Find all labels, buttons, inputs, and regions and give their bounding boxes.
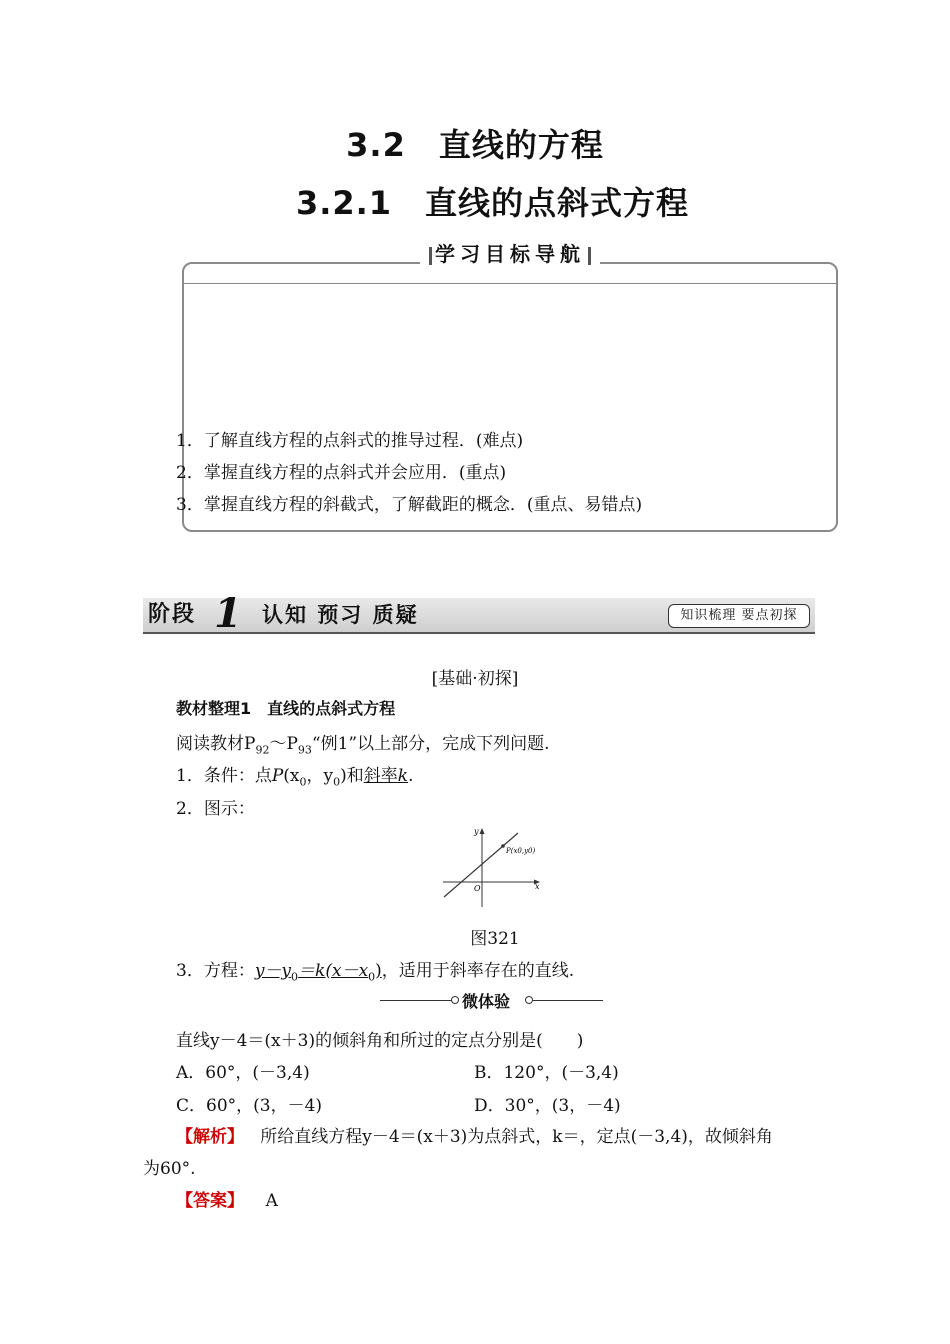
y-label: y xyxy=(474,827,479,836)
stage-number: 1 xyxy=(214,590,242,637)
eq-text-3: ＝k(x－x xyxy=(298,961,369,981)
goals-right-rule xyxy=(837,295,838,413)
goal-item-3: 3．掌握直线方程的斜截式，了解截距的概念．(重点、易错点) xyxy=(176,495,643,515)
cond-text-2: (x xyxy=(283,766,300,786)
equation-line xyxy=(176,956,574,983)
material-heading: 教材整理1 直线的点斜式方程 xyxy=(176,699,396,718)
origin-label: O xyxy=(474,884,481,893)
x-label: x xyxy=(535,882,540,891)
practice-rule-right xyxy=(533,1000,603,1001)
answer-text: A xyxy=(265,1191,278,1211)
goal-item-1: 1．了解直线方程的点斜式的推导过程．(难点) xyxy=(176,431,524,451)
option-d: D．30°，(3，－4) xyxy=(474,1096,621,1116)
practice-dot-left xyxy=(451,996,459,1004)
goals-header-bar-left xyxy=(429,247,432,265)
eq-text-2: y－y xyxy=(254,961,292,981)
figure-caption: 图321 xyxy=(470,929,520,949)
practice-question: 直线y－4＝(x＋3)的倾斜角和所过的定点分别是( ) xyxy=(176,1031,584,1051)
analysis-line xyxy=(176,1122,773,1147)
cond-underlined xyxy=(364,766,408,786)
read-sub-1: 92 xyxy=(255,743,270,757)
goals-header-text: 学习目标导航 xyxy=(435,242,585,266)
reading-instruction xyxy=(176,729,550,756)
read-text-2: ～P xyxy=(269,734,298,754)
condition-line xyxy=(176,761,413,788)
read-text-1: 阅读教材P xyxy=(176,734,256,754)
goals-header-bar-right xyxy=(588,247,591,265)
cond-k: k xyxy=(397,766,409,786)
point-p xyxy=(501,844,505,848)
cond-sub-2: 0 xyxy=(333,775,341,789)
section-title: 3.2 直线的方程 xyxy=(346,126,604,164)
cond-text-5: 斜率 xyxy=(363,766,398,786)
read-sub-2: 93 xyxy=(297,743,312,757)
cond-text-1: 1．条件：点 xyxy=(176,766,272,786)
cond-sub-1: 0 xyxy=(299,775,307,789)
eq-text-4: ) xyxy=(375,961,382,981)
cond-text-3: ，y xyxy=(306,766,334,786)
practice-header: 微体验 xyxy=(462,992,511,1011)
figure-label: 2．图示： xyxy=(176,799,255,819)
eq-text-5: ，适用于斜率存在的直线. xyxy=(381,961,575,981)
eq-sub-2: 0 xyxy=(368,970,376,984)
eq-underlined xyxy=(254,961,382,984)
point-slope-figure xyxy=(438,825,548,910)
cond-p: P xyxy=(271,766,284,786)
goals-header xyxy=(420,238,600,270)
read-text-3: “例1”以上部分，完成下列问题. xyxy=(311,734,550,754)
option-a: A．60°，(－3,4) xyxy=(176,1063,310,1083)
cond-text-4: )和 xyxy=(340,766,364,786)
stage-title: 认知 预习 质疑 xyxy=(262,602,419,627)
basic-heading: [基础·初探] xyxy=(431,669,519,689)
line-graph xyxy=(444,833,518,897)
option-c: C．60°，(3，－4) xyxy=(176,1096,323,1116)
eq-text-1: 3．方程： xyxy=(176,961,255,981)
answer-label: 【答案】 xyxy=(176,1191,244,1211)
answer-line xyxy=(176,1186,278,1211)
option-b: B．120°，(－3,4) xyxy=(474,1063,619,1083)
practice-rule-left xyxy=(380,1000,452,1001)
eq-sub-1: 0 xyxy=(291,970,299,984)
practice-dot-right xyxy=(525,996,533,1004)
goals-divider xyxy=(184,283,836,284)
point-label: P(x0,y0) xyxy=(506,847,536,855)
cond-text-6: . xyxy=(408,766,414,786)
analysis-continuation: 为60°. xyxy=(143,1159,196,1179)
y-axis-arrow xyxy=(480,828,485,834)
stage-label: 阶段 xyxy=(148,602,197,627)
analysis-label: 【解析】 xyxy=(176,1127,244,1147)
analysis-text: 所给直线方程y－4＝(x＋3)为点斜式，k＝，定点(－3,4)，故倾斜角 xyxy=(260,1127,773,1147)
goals-left-rule xyxy=(182,295,183,413)
subsection-title: 3.2.1 直线的点斜式方程 xyxy=(295,184,690,222)
goal-item-2: 2．掌握直线方程的点斜式并会应用．(重点) xyxy=(176,463,507,483)
stage-tag: 知识梳理 要点初探 xyxy=(668,604,810,628)
